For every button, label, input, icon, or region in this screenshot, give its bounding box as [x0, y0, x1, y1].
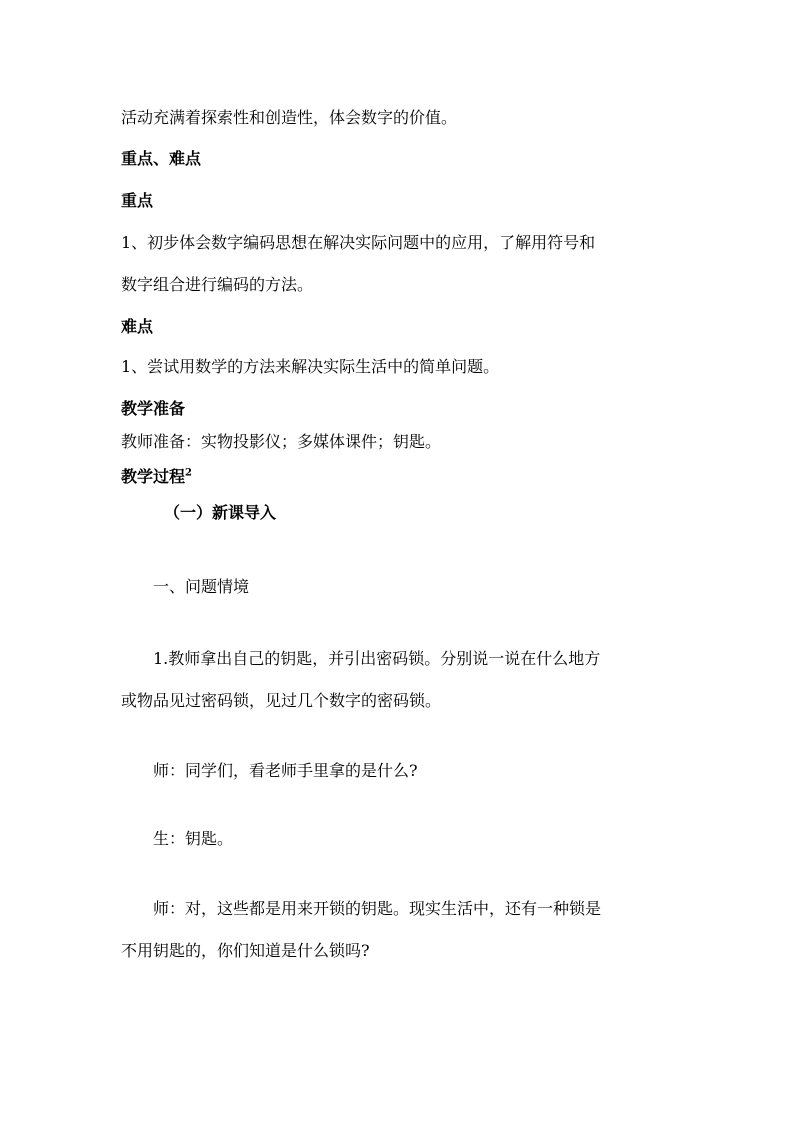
- section-heading: 教学准备: [121, 399, 186, 418]
- paragraph-line: 1、尝试用数学的方法来解决实际生活中的简单问题。: [121, 357, 500, 376]
- paragraph-line: 一、问题情境: [153, 577, 250, 596]
- subsection-heading: 难点: [121, 317, 154, 336]
- paragraph-line: 数字组合进行编码的方法。: [121, 275, 314, 294]
- subsection-heading: （一）新课导入: [164, 503, 277, 522]
- section-heading: 重点、难点: [121, 149, 202, 168]
- dialogue-line: 师：同学们，看老师手里拿的是什么?: [153, 761, 418, 780]
- paragraph-line: 活动充满着探索性和创造性，体会数字的价值。: [121, 108, 458, 127]
- paragraph-line: 或物品见过密码锁，见过几个数字的密码锁。: [121, 691, 442, 710]
- paragraph-line: 1、初步体会数字编码思想在解决实际问题中的应用，了解用符号和: [121, 233, 596, 252]
- footnote-marker: 2: [185, 467, 192, 479]
- paragraph-line: 1.教师拿出自己的钥匙，并引出密码锁。分别说一说在什么地方: [153, 649, 601, 668]
- dialogue-line: 师：对，这些都是用来开锁的钥匙。现实生活中，还有一种锁是: [153, 899, 602, 918]
- heading-text: 教学过程: [121, 467, 186, 486]
- subsection-heading: 重点: [121, 191, 154, 210]
- section-heading: [121, 467, 192, 487]
- dialogue-line: 生：钥匙。: [153, 829, 234, 848]
- dialogue-line: 不用钥匙的，你们知道是什么锁吗?: [121, 941, 370, 960]
- paragraph-line: 教师准备：实物投影仪；多媒体课件；钥匙。: [121, 432, 442, 451]
